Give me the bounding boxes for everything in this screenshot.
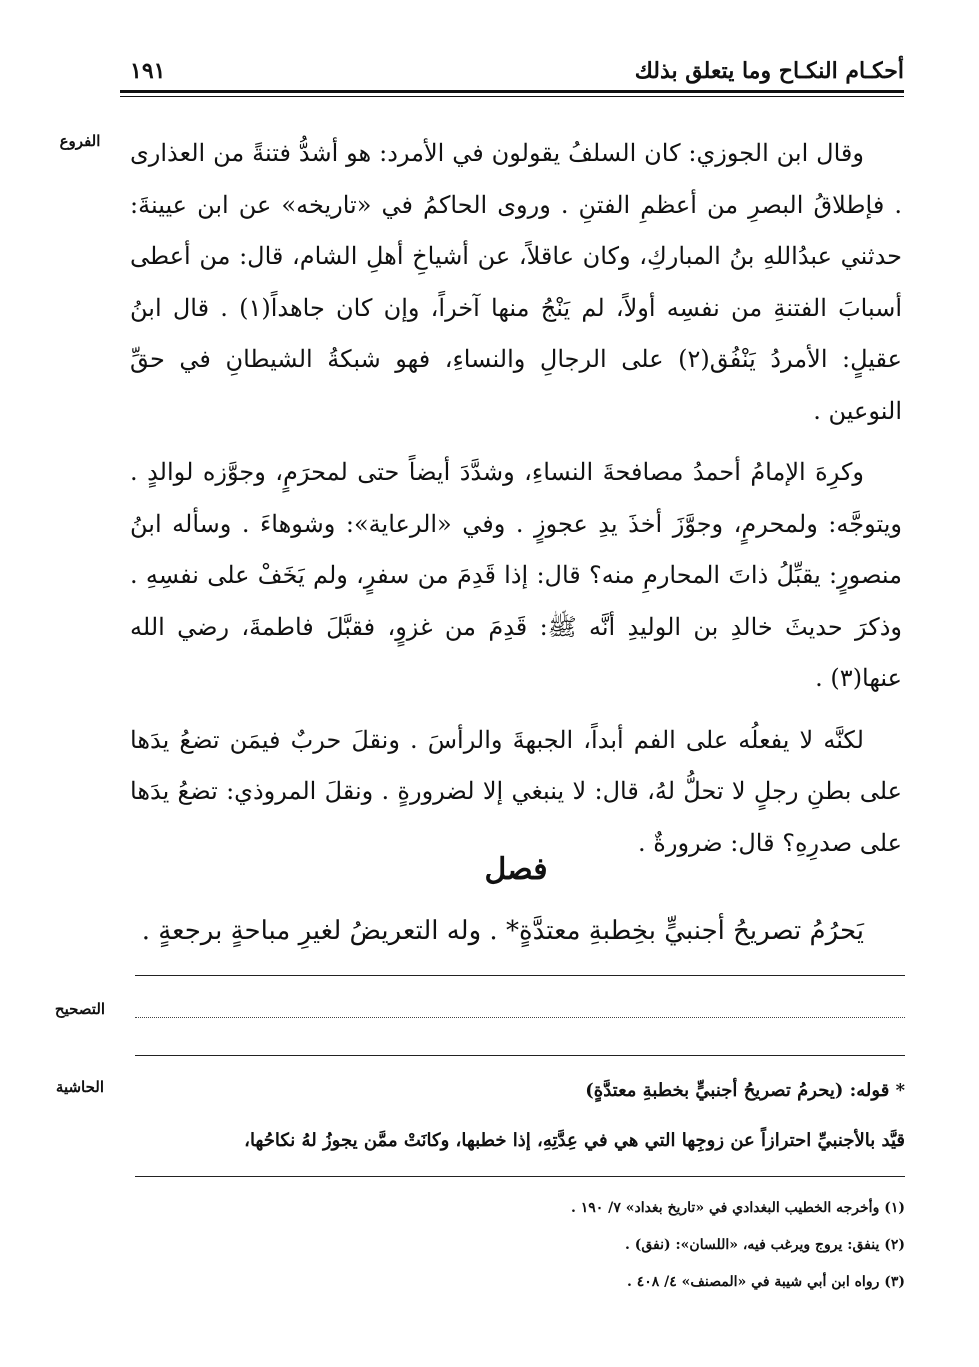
footnote: (٢) ينفق: يروج ويرغب فيه، «اللسان»: (نفق) . [624,1237,905,1253]
page-header [120,58,904,92]
footnotes [135,1190,905,1301]
divider [135,1055,905,1056]
side-label-hashiya: الحاشية [55,1078,105,1096]
section-heading: فصل [484,852,548,887]
side-label-furu: الفروع [59,132,101,150]
divider [135,975,905,976]
paragraph: وقال ابن الجوزي: كان السلفُ يقولون في الأمرد: هو أشدُّ فتنةً من العذارى . فإطلاقُ البصرِ من أعظمِ الفتنِ . وروى الحاكمُ في «تاريخه» عن ابن عيينةَ: حدثني عبدُاللهِ بنُ المباركِ، وكان عاقلاً، عن أشياخِ أهلِ الشام، قال: من أعطى أسبابَ الفتنةِ من نفسِه أولاً، لم يَنْجُ منها آخراً، وإن كان جاهداً(١) . قال ابنُ عقيلٍ: الأمردُ يَنْفُق(٢) على الرجالِ والنساءِ، فهو شبكةُ الشيطانِ في حقِّ النوعين . [130,139,903,425]
page-number: ١٩١ [130,58,166,84]
tashih-dotted-line [135,1017,905,1018]
footnote: (١) وأخرجه الخطيب البغدادي في «تاريخ بغداد» ٧/ ١٩٠ . [571,1200,905,1216]
section-text: يَحرُمُ تصريحُ أجنبيٍّ بخِطبةِ معتدَّةٍ* . وله التعريضُ لغيرِ مباحةٍ برجعةٍ . [141,916,864,946]
footnote-divider [135,1176,905,1177]
side-label-tashih: التصحيح [54,1000,106,1018]
paragraph: لكنَّه لا يفعلُه على الفم أبداً، الجبهةَ والرأسَ . ونقلَ حربٌ فيمَن تضعُ يدَها على بطنِ رجلٍ لا تحلُّ لهُ، قال: لا ينبغي إلا لضرورةٍ . ونقلَ المروذي: تضعُ يدَها على صدرِهِ؟ قال: ضرورةٌ . [130,725,902,857]
header-rule-thin [120,96,904,97]
hashiya-text: قيَّد بالأجنبيِّ احترازاً عن زوجِها التي هي في عِدَّتِهِ، إذا خطبها، وكانَتْ ممَّن يجوزُ لهُ نكاحُها، [244,1130,905,1151]
header-rule [120,90,904,93]
footnote: (٣) رواه ابن أبي شيبة في «المصنف» ٤/ ٤٠٨ . [626,1274,905,1290]
running-title: أحكـام النكـاح وما يتعلق بذلك [634,58,904,84]
main-text [130,128,902,869]
paragraph: وكرِهَ الإمامُ أحمدُ مصافحةَ النساءِ، وشدَّدَ أيضاً حتى لمحرَمٍ، وجوَّزه لوالدٍ . ويتوجَّه: ولمحرمٍ، وجوَّزَ أخذَ يدِ عجوزٍ . وفي «الرعاية»: وشوهاءَ . وسأله ابنُ منصورٍ: يقبِّلُ ذاتَ المحارمِ منه؟ قال: إذا قَدِمَ من سفرٍ، ولم يَخَفْ على نفسِهِ . وذكرَ حديثَ خالدِ بن الوليدِ أنَّه ﷺ: قَدِمَ من غزوٍ، فقبَّلَ فاطمةَ، رضي الله عنها(٣) . [130,458,902,692]
hashiya-heading: * قوله: (يحرمُ تصريحُ أجنبيٍّ بخطبةِ معتدَّةٍ) [585,1080,905,1101]
